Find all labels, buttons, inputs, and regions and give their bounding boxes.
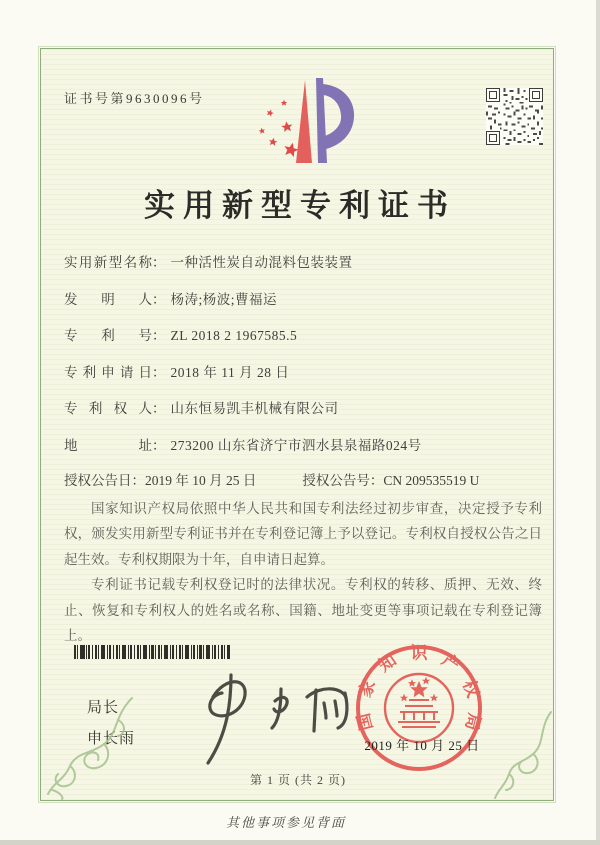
field-colon: ： xyxy=(152,291,166,307)
field-label: 专利权人 xyxy=(64,401,152,416)
certificate-number: 证书号第9630096号 xyxy=(64,91,205,106)
field-label: 专利号 xyxy=(64,328,152,343)
field-row-address xyxy=(64,434,544,471)
field-colon: ： xyxy=(152,401,166,416)
field-colon: ： xyxy=(152,364,166,380)
field-label: 专利申请日 xyxy=(64,364,152,380)
scan-edge xyxy=(596,0,600,845)
field-row-inventors xyxy=(64,288,544,325)
director-signature xyxy=(183,665,355,773)
certificate-title: 实用新型专利证书 xyxy=(144,188,456,223)
legal-paragraph-2: 专利证书记载专利权登记时的法律状况。专利权的转移、质押、无效、终止、恢复和专利权人的姓名或名称、国籍、地址变更等事项记载在专利登记簿上。 xyxy=(64,577,542,643)
field-value: ZL 2018 2 1967585.5 xyxy=(170,328,298,343)
field-value: 2018 年 11 月 28 日 xyxy=(170,364,290,380)
field-label: 实用新型名称 xyxy=(64,255,152,270)
field-colon: ： xyxy=(131,473,145,488)
national-emblem xyxy=(385,674,453,742)
field-value: 杨涛;杨波;曹福运 xyxy=(170,291,278,307)
legal-paragraph-1: 国家知识产权局依照中华人民共和国专利法经过初步审查，决定授予专利权，颁发实用新型专利证书并在专利登记簿上予以登记。专利权自授权公告之日起生效。专利权期限为十年，自申请日起算。 xyxy=(64,501,542,567)
field-value: 山东恒易凯丰机械有限公司 xyxy=(170,401,339,416)
page-number: 第 1 页 (共 2 页) xyxy=(250,773,346,787)
field-row-patentee xyxy=(64,397,544,434)
grant-date-value: 2019 年 10 月 25 日 xyxy=(145,473,257,488)
grant-number-label: 授权公告号 xyxy=(302,473,370,488)
field-label: 发明人 xyxy=(64,291,152,307)
grant-row xyxy=(64,469,544,489)
field-colon: ： xyxy=(152,437,166,453)
field-colon: ： xyxy=(369,473,384,488)
reverse-side-note: 其他事项参见背面 xyxy=(225,815,346,830)
logo-red-triangle xyxy=(296,80,312,163)
barcode xyxy=(74,645,230,659)
field-label: 地址 xyxy=(64,437,152,453)
field-list xyxy=(64,251,544,470)
corner-flourish-icon xyxy=(491,710,555,802)
scan-edge xyxy=(0,840,600,845)
field-colon: ： xyxy=(152,255,166,270)
field-value: 273200 山东省济宁市泗水县泉福路024号 xyxy=(170,437,422,453)
grant-date-label: 授权公告日 xyxy=(64,473,132,488)
official-seal xyxy=(351,640,487,776)
legal-text xyxy=(64,496,542,648)
field-row-filing-date xyxy=(64,361,544,398)
grant-number-value: CN 209535519 U xyxy=(383,473,480,488)
field-row-name xyxy=(64,251,544,288)
seal-date: 2019 年 10 月 25 日 xyxy=(364,738,480,753)
director-name: 申长雨 xyxy=(87,730,136,747)
qr-code xyxy=(486,88,543,145)
field-value: 一种活性炭自动混料包装装置 xyxy=(170,255,353,270)
director-title: 局长 xyxy=(87,700,120,716)
field-colon: ： xyxy=(152,328,166,343)
logo-purple-p xyxy=(316,78,354,163)
seal-ring-text: 国家知识产权局 xyxy=(353,643,485,733)
cnipa-logo-icon xyxy=(243,70,363,172)
corner-flourish-icon xyxy=(42,694,138,800)
field-row-patent-number xyxy=(64,324,544,361)
